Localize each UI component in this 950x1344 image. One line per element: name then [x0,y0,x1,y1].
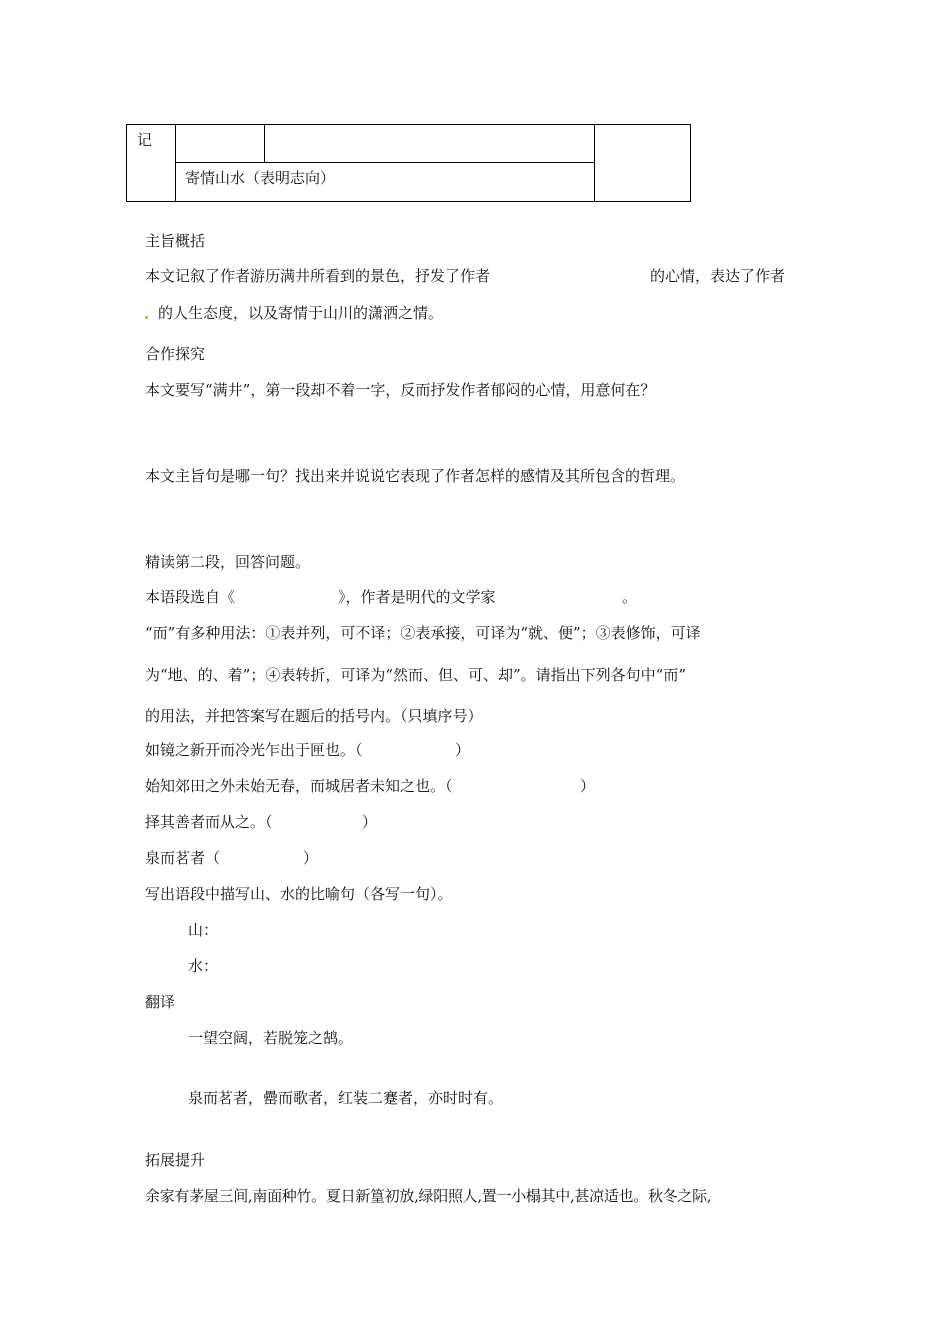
table-topic-text: 寄情山水（表明志向） [185,169,336,187]
heading-hezuo: 合作探究 [145,345,206,363]
heading-jingdu: 精读第二段，回答问题。 [145,553,311,571]
stray-mark [145,316,148,319]
example-1: 如镜之新开而冷光乍出于匣也。（ [145,741,363,759]
er-usage-line-2: 为“地、的、着”；④表转折，可译为“然而、但、可、却”。请指出下列各句中“而” [145,666,687,684]
example-2-close: ） [580,777,596,795]
table-topic-cell [176,163,595,202]
translate-2: 泉而茗者，罍而歌者，红装二蹇者，亦时时有。 [188,1089,504,1107]
er-usage-line-3: 的用法，并把答案写在题后的括号内。（只填序号） [145,707,483,725]
er-usage-line-1: “而”有多种用法：①表并列，可不译；②表承接，可译为“就、便”；③表修饰，可译 [145,624,701,642]
zhuzhi-line-1a: 本文记叙了作者游历满井所看到的景色，抒发了作者 [145,267,491,285]
table-empty-cell [595,125,691,202]
example-1-close: ） [455,741,471,759]
example-2: 始知郊田之外未始无春，而城居者未知之也。（ [145,777,453,795]
zhuzhi-line-2: 的人生态度，以及寄情于山川的潇洒之情。 [158,304,444,322]
source-line-a: 本语段选自《 [145,588,236,606]
translate-1: 一望空阔，若脱笼之鹄。 [188,1029,354,1047]
example-4: 泉而茗者（ [145,849,221,867]
example-4-close: ） [303,849,319,867]
question-1: 本文要写“满井”，第一段却不着一字，反而抒发作者郁闷的心情，用意何在？ [145,381,656,399]
heading-zhuzhi: 主旨概括 [145,232,206,250]
table-empty-cell [176,125,265,163]
outline-table-fragment [126,124,691,202]
table-label-cell [127,125,176,202]
extension-passage-line: 余家有茅屋三间,南面种竹。夏日新篁初放,绿阳照人,置一小榻其中,甚凉适也。秋冬之际, [145,1187,712,1205]
table-empty-cell [265,125,595,163]
table-label-ji: 记 [137,131,153,149]
answer-shui: 水： [188,957,219,975]
heading-fanyi: 翻译 [145,993,176,1011]
answer-shan: 山： [188,921,219,939]
source-line-c: 。 [622,588,638,606]
zhuzhi-line-1b: 的心情，表达了作者 [650,267,786,285]
source-line-b: 》，作者是明代的文学家 [338,588,496,606]
example-3-close: ） [362,813,378,831]
example-3: 择其善者而从之。（ [145,813,273,831]
metaphor-question: 写出语段中描写山、水的比喻句（各写一句）。 [145,885,453,903]
heading-tuozhan: 拓展提升 [145,1151,206,1169]
question-2: 本文主旨句是哪一句？找出来并说说它表现了作者怎样的感情及其所包含的哲理。 [145,467,686,485]
